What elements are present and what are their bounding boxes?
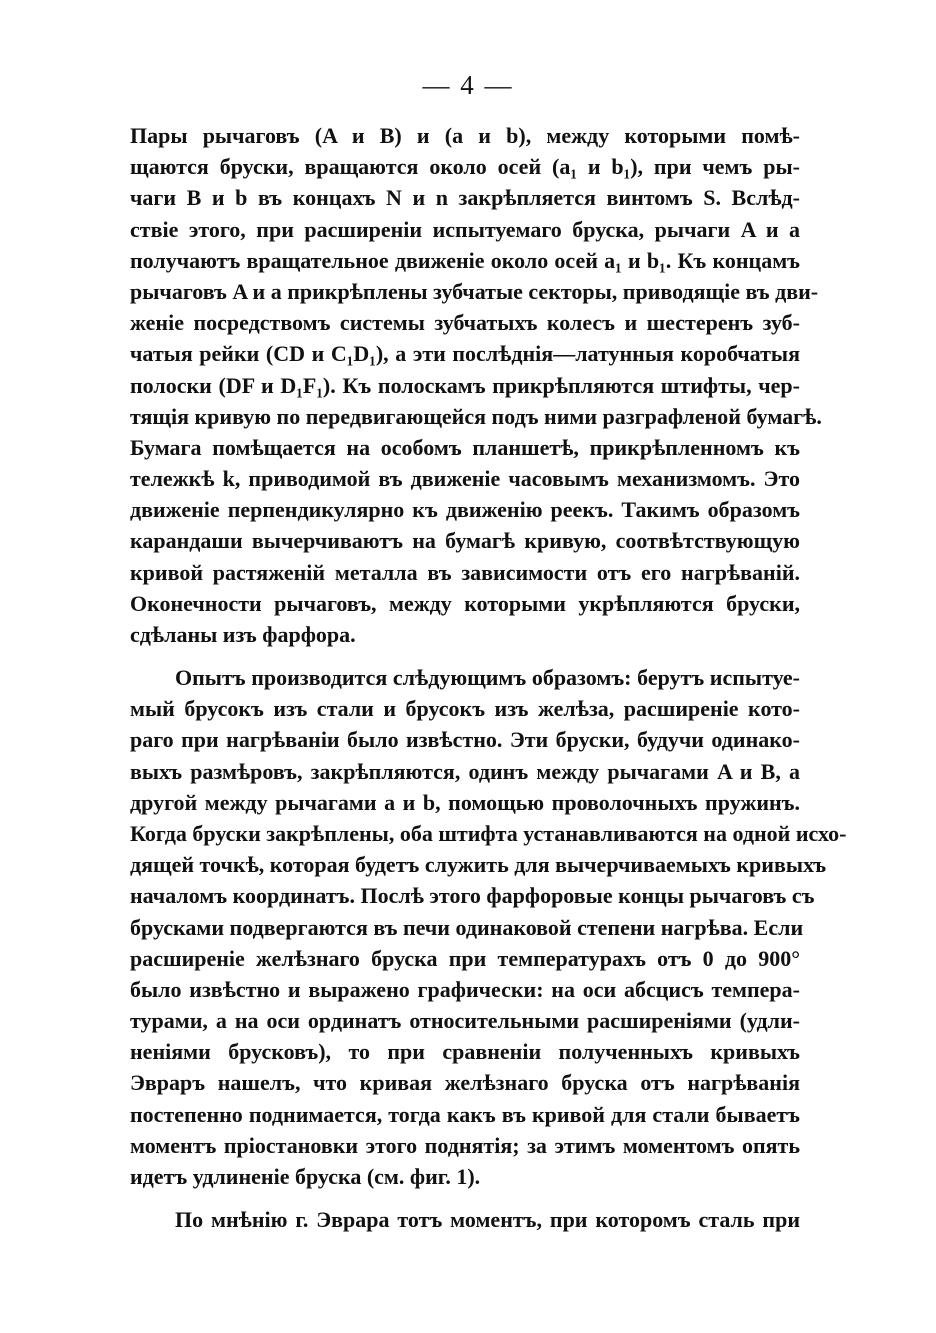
text-line: По мнѣнію г. Эврара тотъ моментъ, при которомъ сталь при bbox=[175, 1207, 800, 1232]
text-line: Бумага помѣщается на особомъ планшетѣ, прикрѣпленномъ къ bbox=[130, 434, 800, 460]
text-line: брусками подвергаются въ печи одинаковой степени нагрѣва. Если bbox=[130, 914, 804, 940]
text-line: идетъ удлиненіе бруска (см. фиг. 1). bbox=[130, 1164, 481, 1189]
text-line: постепенно поднимается, тогда какъ въ кривой для стали бываетъ bbox=[130, 1101, 800, 1127]
text-line: мый брусокъ изъ стали и брусокъ изъ желѣза, расширеніе кото- bbox=[130, 696, 800, 722]
text-line: женіе посредствомъ системы зубчатыхъ колесъ и шестеренъ зуб- bbox=[130, 310, 800, 336]
text-line: тящія кривую по передвигающейся подъ ними разграфленой бумагѣ. bbox=[130, 403, 822, 429]
text-line: получаютъ вращательное движеніе около осей a₁ и b₁. Къ концамъ bbox=[130, 247, 800, 273]
text-line: другой между рычагами a и b, помощью проволочныхъ пружинъ. bbox=[130, 789, 800, 815]
text-line: Оконечности рычаговъ, между которыми укрѣпляются бруски, bbox=[130, 590, 800, 616]
text-line: тележкѣ k, приводимой въ движеніе часовымъ механизмомъ. Это bbox=[130, 466, 800, 492]
text-line: расширеніе желѣзнаго бруска при температурахъ отъ 0 до 900° bbox=[130, 945, 800, 971]
page-number: — 4 — bbox=[422, 70, 514, 100]
text-line: карандаши вычерчиваютъ на бумагѣ кривую, соотвѣтствующую bbox=[130, 528, 800, 554]
text-line: движеніе перпендикулярно къ движенію реекъ. Такимъ образомъ bbox=[130, 497, 800, 523]
text-line: рычаговъ A и a прикрѣплены зубчатые секторы, приводящіе въ дви- bbox=[130, 278, 819, 304]
text-line: турами, а на оси ординатъ относительными расширеніями (удли- bbox=[130, 1008, 800, 1034]
text-line: Когда бруски закрѣплены, оба штифта устанавливаются на одной исхо- bbox=[130, 820, 847, 846]
text-line: моментъ пріостановки этого поднятія; за этимъ моментомъ опять bbox=[130, 1132, 800, 1158]
text-line: Опытъ производится слѣдующимъ образомъ: берутъ испытуе- bbox=[175, 665, 800, 690]
text-line: полоски (DF и D₁F₁). Къ полоскамъ прикрѣпляются штифты, чер- bbox=[130, 372, 800, 398]
text-line: Эвраръ нашелъ, что кривая желѣзнаго бруска отъ нагрѣванія bbox=[130, 1070, 800, 1096]
text-line: щаются бруски, вращаются около осей (a₁ и b₁), при чемъ ры- bbox=[130, 154, 800, 180]
text-line: кривой растяженій металла въ зависимости отъ его нагрѣваній. bbox=[130, 559, 800, 585]
paragraph-3 bbox=[130, 1204, 800, 1235]
text-line: неніями брусковъ), то при сравненіи полученныхъ кривыхъ bbox=[130, 1039, 800, 1065]
text-line: выхъ размѣровъ, закрѣпляются, одинъ между рычагами A и B, а bbox=[130, 758, 800, 784]
text-line: сдѣланы изъ фарфора. bbox=[130, 622, 356, 647]
text-line: Пары рычаговъ (A и B) и (a и b), между которыми помѣ- bbox=[130, 123, 800, 148]
text-line: чаги B и b въ концахъ N и n закрѣпляется винтомъ S. Вслѣд- bbox=[130, 185, 800, 211]
text-line: раго при нагрѣваніи было извѣстно. Эти бруски, будучи одинако- bbox=[130, 727, 800, 753]
paragraph-1 bbox=[130, 120, 822, 650]
text-line: ствіе этого, при расширеніи испытуемаго бруска, рычаги A и a bbox=[130, 216, 800, 242]
paragraph-2 bbox=[130, 662, 847, 1192]
text-line: началомъ координатъ. Послѣ этого фарфоровые концы рычаговъ съ bbox=[130, 883, 815, 909]
text-line: было извѣстно и выражено графически: на оси абсцисъ темпера- bbox=[130, 976, 800, 1002]
text-line: чатыя рейки (CD и C₁D₁), а эти послѣднія—латунныя коробчатыя bbox=[130, 341, 800, 367]
text-line: дящей точкѣ, которая будетъ служить для вычерчиваемыхъ кривыхъ bbox=[130, 852, 827, 878]
